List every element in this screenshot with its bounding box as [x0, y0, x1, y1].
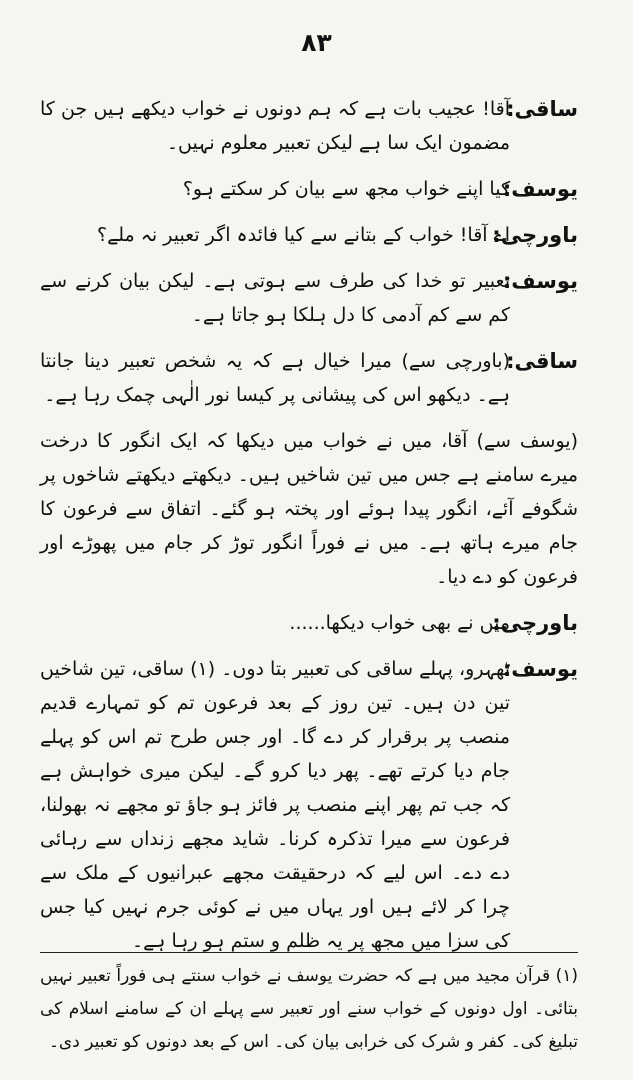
dialogue-entry-1	[40, 92, 578, 160]
dialogue-entry-2	[40, 172, 578, 206]
speech-text: تعبیر تو خدا کی طرف سے ہوتی ہے۔ لیکن بیان کرنے سے کم سے کم آدمی کا دل ہلکا ہو جاتا ہے۔	[40, 270, 510, 326]
speaker-label: یوسف:	[502, 177, 578, 201]
speech-text: میں نے بھی خواب دیکھا......	[289, 612, 510, 634]
footnote-text: (۱) قرآن مجید میں ہے کہ حضرت یوسف نے خواب سنتے ہی فوراً تعبیر نہیں بتائی۔ اول دونوں کے خواب سنے اور تعبیر سے پہلے ان کے سامنے اسلام کی تبلیغ کی۔ کفر و شرک کی خرابی بیان کی۔ اس کے بعد دونوں کو تعبیر دی۔	[40, 966, 578, 1052]
speaker-label: یوسف:	[502, 657, 578, 681]
footnote-divider	[40, 952, 578, 953]
dialogue-entry-7	[40, 606, 578, 640]
dialogue-body	[40, 92, 578, 970]
speaker-label: یوسف:	[502, 269, 578, 293]
dialogue-entry-8	[40, 652, 578, 958]
speaker-label: ساقی:	[506, 97, 578, 121]
speaker-label: باورچی:	[492, 611, 578, 635]
speech-text: کیا اپنے خواب مجھ سے بیان کر سکتے ہو؟	[182, 178, 510, 200]
dialogue-entry-3	[40, 218, 578, 252]
speech-text: (یوسف سے) آقا، میں نے خواب میں دیکھا کہ ایک انگور کا درخت میرے سامنے ہے جس میں تین شاخیں ہیں۔ دیکھتے دیکھتے شاخوں پر شگوفے آئے، انگور پیدا ہوئے اور پختہ ہو گئے۔ اتفاق سے فرعون کا جام میرے ہاتھ ہے۔ میں نے فوراً انگور توڑ کر جام میں پھوڑے اور فرعون کو دے دیا۔	[40, 430, 578, 588]
dialogue-entry-5	[40, 344, 578, 412]
speaker-label: باورچی:	[492, 223, 578, 247]
speech-text: اے آقا! خواب کے بتانے سے کیا فائدہ اگر تعبیر نہ ملے؟	[97, 224, 510, 246]
speech-text: (باورچی سے) میرا خیال ہے کہ یہ شخص تعبیر دینا جانتا ہے۔ دیکھو اس کی پیشانی پر کیسا نور الٰہی چمک رہا ہے۔	[40, 350, 510, 406]
dialogue-entry-4	[40, 264, 578, 332]
speech-text: آقا! عجیب بات ہے کہ ہم دونوں نے خواب دیکھے ہیں جن کا مضمون ایک سا ہے لیکن تعبیر معلوم نہیں۔	[40, 98, 510, 154]
speaker-label: ساقی:	[506, 349, 578, 373]
speech-text: ٹھہرو، پہلے ساقی کی تعبیر بتا دوں۔ (۱) ساقی، تین شاخیں تین دن ہیں۔ تین روز کے بعد فرعون تم کو تمہارے قدیم منصب پر برقرار کر دے گا۔ اور جس طرح تم اس کو پہلے جام دیا کرتے تھے۔ پھر دیا کرو گے۔ لیکن میری خواہش ہے کہ جب تم پھر اپنے منصب پر فائز ہو جاؤ تو مجھے نہ بھولنا، فرعون سے میرا تذکرہ کرنا۔ شاید مجھے زنداں سے رہائی دے دے۔ اس لیے کہ درحقیقت مجھے عبرانیوں کے ملک سے چرا کر لائے ہیں اور یہاں میں نے کوئی جرم نہیں کیا جس کی سزا میں مجھ پر یہ ظلم و ستم ہو رہا ہے۔	[40, 658, 510, 952]
page-number: ۸۳	[301, 28, 332, 57]
dialogue-entry-6	[40, 424, 578, 594]
